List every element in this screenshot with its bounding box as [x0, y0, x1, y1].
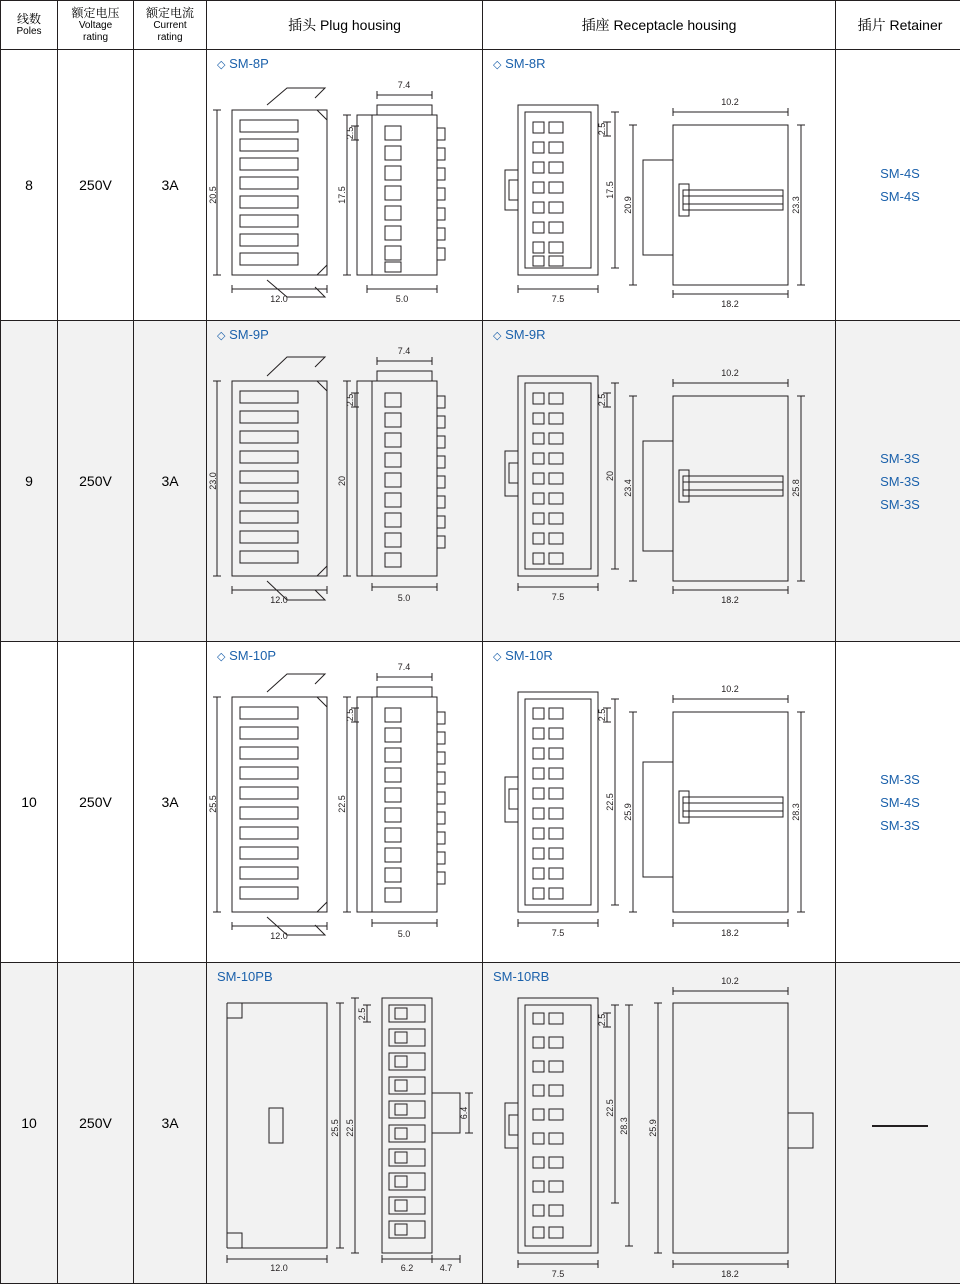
cell-poles: 9: [1, 321, 58, 642]
svg-text:25.9: 25.9: [623, 803, 633, 821]
receptacle-part-label: SM-8R: [505, 56, 545, 71]
header-current-en1: Current: [134, 20, 206, 32]
cell-receptacle-drawing: [483, 50, 836, 321]
svg-text:5.0: 5.0: [398, 593, 411, 603]
cell-current: 3A: [134, 642, 207, 963]
cell-voltage: 250V: [58, 50, 134, 321]
header-poles-cn: 线数: [1, 12, 57, 26]
plug-part-label: SM-8P: [229, 56, 269, 71]
header-voltage-en2: rating: [58, 32, 133, 44]
receptacle-drawing-8r: [483, 50, 833, 319]
svg-text:23.0: 23.0: [208, 472, 218, 490]
cell-retainer: [836, 642, 960, 963]
diamond-icon: ◇: [493, 651, 501, 663]
receptacle-part-label: SM-9R: [505, 327, 545, 342]
cell-receptacle-drawing: [483, 963, 836, 1284]
retainer-3: SM-3S: [836, 493, 960, 516]
dim-side-width: 5.0: [396, 294, 409, 304]
dim-side-height: 17.5: [337, 186, 347, 204]
table-row: [1, 642, 960, 963]
svg-text:22.5: 22.5: [605, 1099, 615, 1117]
svg-text:25.8: 25.8: [791, 479, 801, 497]
svg-text:7.5: 7.5: [552, 592, 565, 602]
retainer-1: SM-3S: [836, 768, 960, 791]
svg-text:2.5: 2.5: [597, 1014, 607, 1027]
diamond-icon: ◇: [217, 651, 225, 663]
svg-text:18.2: 18.2: [721, 1269, 739, 1279]
svg-text:23.4: 23.4: [623, 479, 633, 497]
cell-receptacle-drawing: [483, 642, 836, 963]
svg-text:2.5: 2.5: [597, 394, 607, 407]
cell-retainer: [836, 321, 960, 642]
plug-part-label: SM-10P: [229, 648, 276, 663]
dim-recep-bottom-width: 18.2: [721, 299, 739, 309]
diamond-icon: ◇: [217, 59, 225, 71]
diamond-icon: ◇: [493, 59, 501, 71]
svg-text:20: 20: [605, 471, 615, 481]
table-row: [1, 963, 960, 1284]
retainer-2: SM-3S: [836, 470, 960, 493]
svg-text:7.5: 7.5: [552, 928, 565, 938]
dim-side-top: 7.4: [398, 80, 411, 90]
retainer-1: SM-4S: [836, 162, 960, 185]
dim-recep-left-height: 20.9: [623, 196, 633, 214]
receptacle-part-label: SM-10R: [505, 648, 553, 663]
svg-text:12.0: 12.0: [270, 595, 288, 605]
retainer-2: SM-4S: [836, 185, 960, 208]
cell-poles: 10: [1, 963, 58, 1284]
receptacle-part-label: SM-10RB: [493, 969, 549, 984]
table-body: [1, 50, 960, 1284]
retainer-3: SM-3S: [836, 814, 960, 837]
svg-text:18.2: 18.2: [721, 595, 739, 605]
svg-text:22.5: 22.5: [345, 1119, 355, 1137]
receptacle-drawing-9r: [483, 321, 833, 640]
header-row: [1, 1, 960, 50]
svg-text:4.7: 4.7: [440, 1263, 453, 1273]
cell-current: 3A: [134, 963, 207, 1284]
svg-text:25.9: 25.9: [648, 1119, 658, 1137]
cell-current: 3A: [134, 50, 207, 321]
dim-recep-height: 17.5: [605, 181, 615, 199]
svg-text:22.5: 22.5: [337, 795, 347, 813]
header-poles: [1, 1, 58, 50]
svg-text:10.2: 10.2: [721, 976, 739, 986]
svg-text:2.5: 2.5: [345, 709, 355, 722]
header-retainer-label: 插片 Retainer: [836, 16, 960, 34]
header-receptacle-housing: [483, 1, 836, 50]
svg-text:2.5: 2.5: [597, 709, 607, 722]
svg-text:25.5: 25.5: [208, 795, 218, 813]
table-header: [1, 1, 960, 50]
header-plug-label: 插头 Plug housing: [207, 16, 482, 34]
svg-text:2.5: 2.5: [345, 394, 355, 407]
diamond-icon: ◇: [217, 330, 225, 342]
retainer-1: SM-3S: [836, 447, 960, 470]
svg-text:7.5: 7.5: [552, 1269, 565, 1279]
table-row: [1, 50, 960, 321]
svg-text:7.4: 7.4: [398, 346, 411, 356]
svg-text:10.2: 10.2: [721, 684, 739, 694]
header-current: [134, 1, 207, 50]
svg-text:12.0: 12.0: [270, 931, 288, 941]
receptacle-drawing-10rb: [483, 963, 833, 1282]
table-row: [1, 321, 960, 642]
cell-retainer: [836, 50, 960, 321]
svg-text:18.2: 18.2: [721, 928, 739, 938]
svg-text:20: 20: [337, 476, 347, 486]
dim-recep-width: 7.5: [552, 294, 565, 304]
retainer-2: SM-4S: [836, 791, 960, 814]
header-current-cn: 额定电流: [134, 6, 206, 20]
cell-voltage: 250V: [58, 321, 134, 642]
diamond-icon: ◇: [493, 330, 501, 342]
plug-drawing-10pb: [207, 963, 480, 1282]
svg-text:5.0: 5.0: [398, 929, 411, 939]
dim-side-pitch: 2.5: [345, 127, 355, 140]
header-plug-housing: [207, 1, 483, 50]
svg-text:28.3: 28.3: [791, 803, 801, 821]
header-voltage-en1: Voltage: [58, 20, 133, 32]
plug-drawing-8p: [207, 50, 480, 319]
svg-text:6.4: 6.4: [459, 1107, 469, 1120]
plug-drawing-10p: [207, 642, 480, 961]
cell-retainer: [836, 963, 960, 1284]
cell-voltage: 250V: [58, 642, 134, 963]
plug-part-label: SM-10PB: [217, 969, 273, 984]
dim-front-height: 20.5: [208, 186, 218, 204]
svg-text:7.4: 7.4: [398, 662, 411, 672]
svg-text:6.2: 6.2: [401, 1263, 414, 1273]
plug-drawing-9p: [207, 321, 480, 640]
cell-plug-drawing: [207, 50, 483, 321]
svg-text:25.5: 25.5: [330, 1119, 340, 1137]
plug-part-label: SM-9P: [229, 327, 269, 342]
dim-recep-right-height: 23.3: [791, 196, 801, 214]
dim-recep-pitch: 2.5: [597, 123, 607, 136]
cell-current: 3A: [134, 321, 207, 642]
receptacle-drawing-10r: [483, 642, 833, 961]
cell-poles: 8: [1, 50, 58, 321]
cell-poles: 10: [1, 642, 58, 963]
cell-receptacle-drawing: [483, 321, 836, 642]
cell-voltage: 250V: [58, 963, 134, 1284]
svg-text:10.2: 10.2: [721, 368, 739, 378]
cell-plug-drawing: [207, 321, 483, 642]
header-retainer: [836, 1, 960, 50]
header-receptacle-label: 插座 Receptacle housing: [483, 16, 835, 34]
svg-text:22.5: 22.5: [605, 793, 615, 811]
svg-text:28.3: 28.3: [619, 1117, 629, 1135]
cell-plug-drawing: [207, 642, 483, 963]
header-voltage: [58, 1, 134, 50]
header-voltage-cn: 额定电压: [58, 6, 133, 20]
header-poles-en: Poles: [1, 26, 57, 38]
svg-text:2.5: 2.5: [357, 1008, 367, 1021]
dim-recep-top: 10.2: [721, 97, 739, 107]
dim-front-width: 12.0: [270, 294, 288, 304]
retainer-none-dash: [872, 1125, 928, 1127]
header-current-en2: rating: [134, 32, 206, 44]
cell-plug-drawing: [207, 963, 483, 1284]
svg-text:12.0: 12.0: [270, 1263, 288, 1273]
